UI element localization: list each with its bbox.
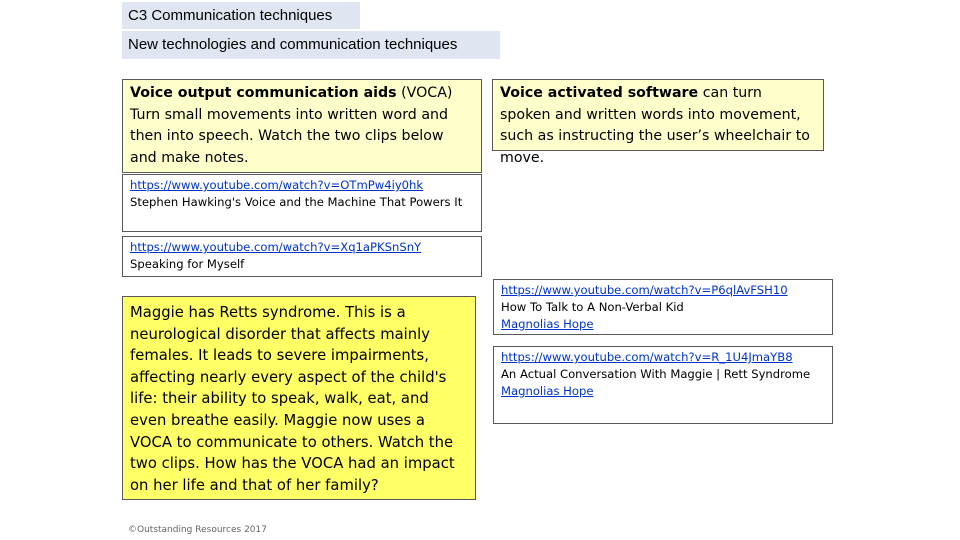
video-link-box xyxy=(493,346,833,424)
maggie-textbox xyxy=(122,296,476,500)
channel-link[interactable]: Magnolias Hope xyxy=(501,384,594,398)
video-link-box xyxy=(493,279,833,335)
video-link[interactable]: https://www.youtube.com/watch?v=OTmPw4iy0hk xyxy=(130,178,424,192)
slide-subtitle: New technologies and communication techniques xyxy=(122,31,500,59)
video-link[interactable]: https://www.youtube.com/watch?v=P6qlAvFSH10 xyxy=(501,283,788,297)
maggie-body: Maggie has Retts syndrome. This is a neurological disorder that affects mainly females. It leads to severe impairments, affecting nearly every aspect of the child's life: their ability to speak, walk, eat, and even breathe easily. Maggie now uses a VOCA to communicate to others. Watch the two clips. How has the VOCA had an impact on her life and that of her family? xyxy=(130,304,455,494)
video-link[interactable]: https://www.youtube.com/watch?v=Xq1aPKSnSnY xyxy=(130,240,422,254)
channel-link[interactable]: Magnolias Hope xyxy=(501,317,594,331)
video-link-box xyxy=(122,236,482,277)
voca-body: Turn small movements into written word and then into speech. Watch the two clips below and make notes. xyxy=(130,106,449,166)
video-caption: How To Talk to A Non-Verbal Kid xyxy=(501,300,684,314)
voice-activated-textbox xyxy=(492,79,824,166)
voice-activated-heading: Voice activated software xyxy=(500,85,699,101)
voca-abbrev: (VOCA) xyxy=(396,85,453,101)
slide-title: C3 Communication techniques xyxy=(122,2,360,29)
video-link-box xyxy=(122,174,482,232)
video-caption: Speaking for Myself xyxy=(130,257,245,271)
copyright-footer: ©Outstanding Resources 2017 xyxy=(128,525,267,535)
voca-textbox xyxy=(122,79,482,173)
video-caption: Stephen Hawking's Voice and the Machine That Powers It xyxy=(130,195,463,209)
voca-heading: Voice output communication aids xyxy=(130,85,397,101)
video-caption: An Actual Conversation With Maggie | Rett Syndrome xyxy=(501,367,811,381)
video-link[interactable]: https://www.youtube.com/watch?v=R_1U4JmaYB8 xyxy=(501,350,793,364)
voice-activated-body: can turn spoken and written words into movement, such as instructing the user’s wheelchair to move. xyxy=(500,85,810,166)
